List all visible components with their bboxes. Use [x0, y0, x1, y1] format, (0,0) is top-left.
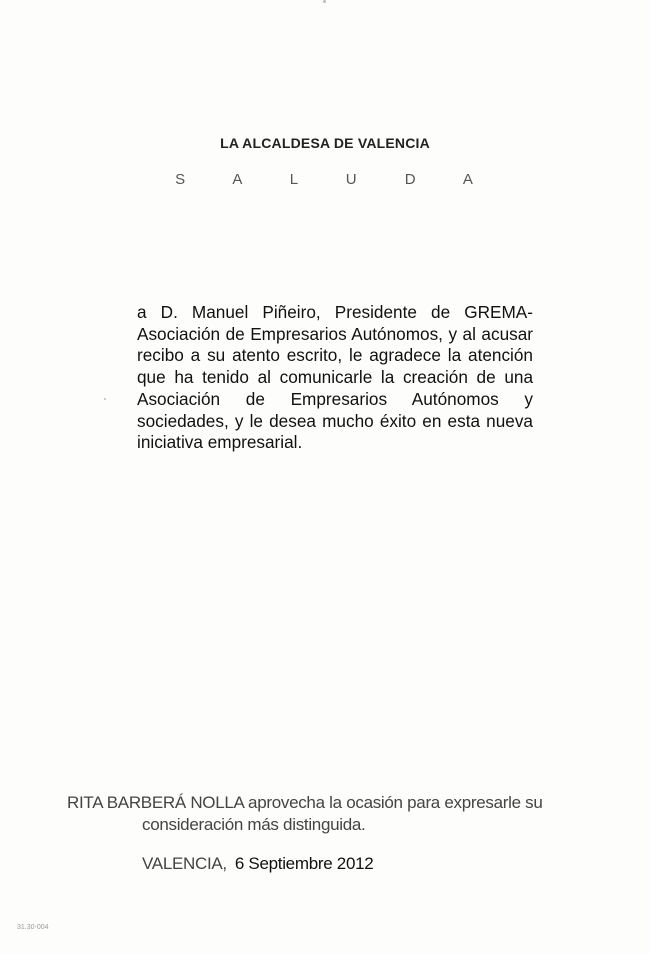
date-line	[142, 854, 373, 874]
closing-line-1: RITA BARBERÁ NOLLA aprovecha la ocasión para expresarle su	[67, 793, 543, 812]
paper-speck	[104, 398, 106, 400]
letter-date: 6 Septiembre 2012	[234, 854, 374, 873]
saluda-greeting: S A L U D A	[175, 171, 495, 188]
reference-code: 31.30-004	[17, 924, 49, 931]
letter-heading: LA ALCALDESA DE VALENCIA	[220, 135, 430, 151]
closing-line-2: consideración más distinguida.	[142, 815, 366, 834]
paper-speck	[323, 0, 326, 3]
city-label: VALENCIA,	[142, 854, 227, 873]
letter-body: a D. Manuel Piñeiro, Presidente de GREMA-Asociación de Empresarios Autónomos, y al acusar recibo a su atento escrito, le agradece la atención que ha tenido al comunicarle la creación de una Asociación de Empresarios Autónomos y sociedades, y le desea mucho éxito en esta nueva iniciativa empresarial.	[137, 302, 533, 453]
